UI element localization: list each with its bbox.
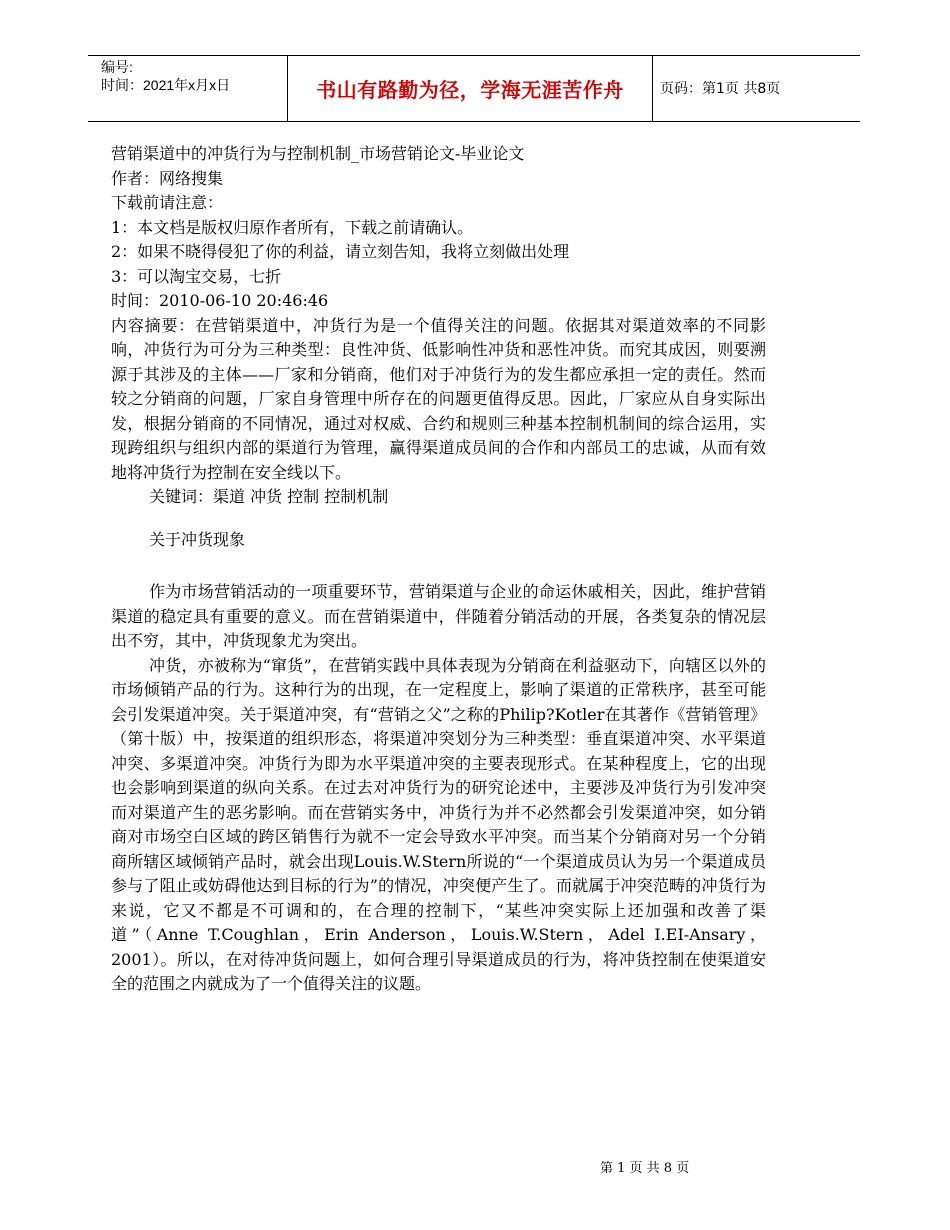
- spacer: [111, 510, 766, 528]
- body-paragraph-1: 作为市场营销活动的一项重要环节，营销渠道与企业的命运休戚相关，因此，维护营销渠道的稳定具有重要的意义。而在营销渠道中，伴随着分销活动的开展，各类复杂的情况层出不穷，其中，冲货现象尤为突出。: [111, 582, 766, 650]
- keywords-line: 关键词：渠道 冲货 控制 控制机制: [149, 487, 389, 506]
- page-header: [88, 55, 860, 121]
- body-paragraph-2: 冲货，亦被称为“窜货”，在营销实践中具体表现为分销商在利益驱动下，向辖区以外的市场倾销产品的行为。这种行为的出现，在一定程度上，影响了渠道的正常秩序，甚至可能会引发渠道冲突。关于渠道冲突，有“营销之父”之称的Philip?Kotler在其著作《营销管理》（第十版）中，按渠道的组织形态，将渠道冲突划分为三种类型：垂直渠道冲突、水平渠道冲突、多渠道冲突。冲货行为即为水平渠道冲突的主要表现形式。在某种程度上，它的出现也会影响到渠道的纵向关系。在过去对冲货行为的研究论述中，主要涉及冲货行为引发冲突而对渠道产生的恶劣影响。而在营销实务中，冲货行为并不必然都会引发渠道冲突，如分销商对市场空白区域的跨区销售行为就不一定会导致水平冲突。而当某个分销商对另一个分销商所辖区域倾销产品时，就会出现Louis.W.Stern所说的“一个渠道成员认为另一个渠道成员参与了阻止或妨碍他达到目标的行为”的情况，冲突便产生了。而就属于冲突范畴的冲货行为来说，它又不都是不可调和的，在合理的控制下，“某些冲突实际上还加强和改善了渠道”（Anne T.Coughlan，Erin Anderson，Louis.W.Stern，Adel I.EI-Ansary，2001）。所以，在对待冲货问题上，如何合理引导渠道成员的行为，将冲货控制在使渠道安全的范围之内就成为了一个值得关注的议题。: [111, 655, 766, 993]
- header-page-info: 页码：第1页 共8页: [660, 81, 781, 97]
- abstract-paragraph: 内容摘要：在营销渠道中，冲货行为是一个值得关注的问题。依据其对渠道效率的不同影响，冲货行为可分为三种类型：良性冲货、低影响性冲货和恶性冲货。而究其成因，则要溯源于其涉及的主体——厂家和分销商，他们对于冲货行为的发生都应承担一定的责任。然而较之分销商的问题，厂家自身管理中所存在的问题更值得反思。因此，厂家应从自身实际出发，根据分销商的不同情况，通过对权威、合约和规则三种基本控制机制间的综合运用，实现跨组织与组织内部的渠道行为管理，赢得渠道成员间的合作和内部员工的忠诚，从而有效地将冲货行为控制在安全线以下。: [111, 315, 766, 482]
- notice-item-2: 2：如果不晓得侵犯了你的利益，请立刻告知，我将立刻做出处理: [111, 242, 570, 261]
- publish-time: 时间：2010-06-10 20:46:46: [111, 291, 329, 310]
- document-author: 作者：网络搜集: [111, 168, 224, 188]
- header-left-block: [101, 58, 230, 94]
- document-time-label: 时间：2021年x月x日: [101, 77, 231, 93]
- notice-item-1: 1：本文档是版权归原作者所有，下载之前请确认。: [111, 217, 474, 237]
- document-title: 营销渠道中的冲货行为与控制机制_市场营销论文-毕业论文: [111, 144, 525, 163]
- section-title: 关于冲货现象: [149, 529, 246, 549]
- notice-item-3: 3：可以淘宝交易，七折: [111, 266, 282, 286]
- header-slogan-cell: [287, 55, 653, 121]
- notice-title: 下载前请注意：: [111, 193, 224, 212]
- spacer: [111, 552, 766, 580]
- page-footer: 第 1 页 共 8 页: [600, 1161, 690, 1176]
- header-bottom-rule: [88, 121, 860, 122]
- document-number-label: 编号:: [101, 59, 133, 75]
- document-body: [111, 142, 766, 997]
- header-slogan: 书山有路勤为径，学海无涯苦作舟: [316, 77, 624, 102]
